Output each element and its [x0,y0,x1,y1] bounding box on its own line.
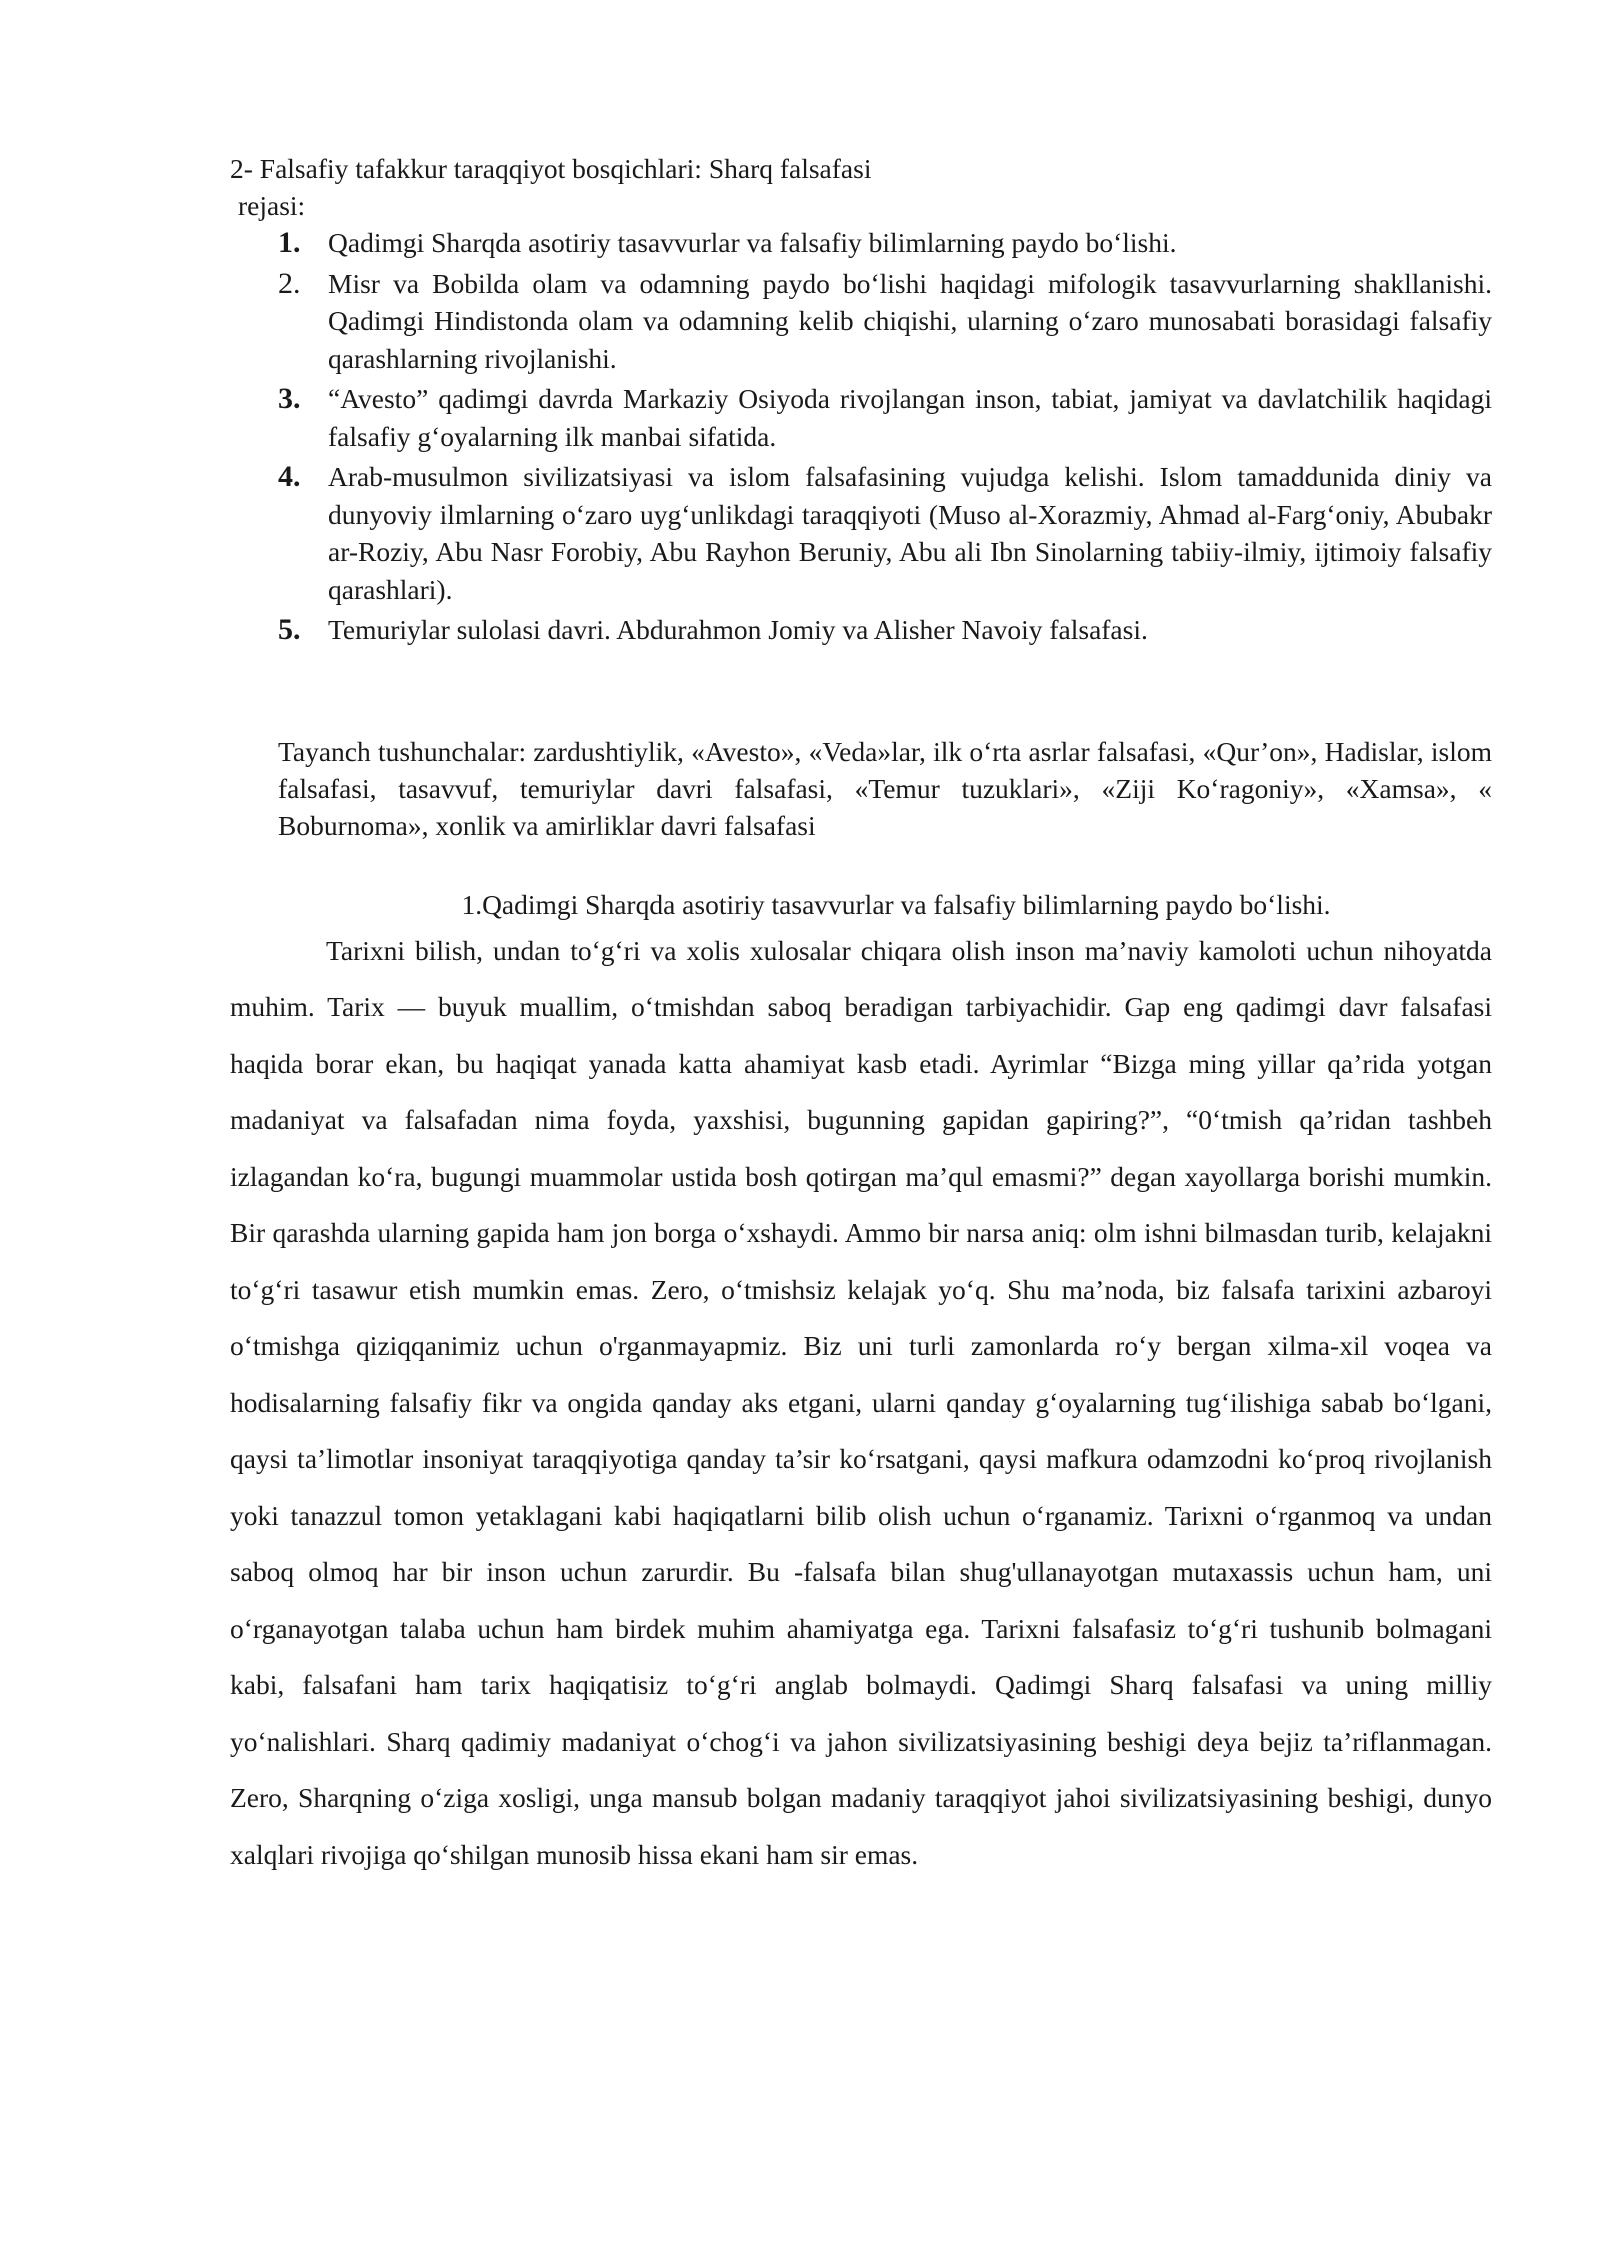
body-paragraph: Tarixni bilish, undan to‘g‘ri va xolis xulosalar chiqara olish inson ma’naviy kamoloti uchun nihoyatda muhim. Tarix — buyuk muallim, o‘tmishdan saboq beradigan tarbiyachidir. Gap eng qadimgi davr falsafasi haqida borar ekan, bu haqiqat yanada katta ahamiyat kasb etadi. Ayrimlar “Bizga ming yillar qa’rida yotgan madaniyat va falsafadan nima foyda, yaxshisi, bugunning gapidan gapiring?”, “0‘tmish qa’ridan tashbeh izlagandan ko‘ra, bugungi muammolar ustida bosh qotirgan ma’qul emasmi?” degan xayollarga borishi mumkin. Bir qarashda ularning gapida ham jon borga o‘xshaydi. Ammo bir narsa aniq: olm ishni bilmasdan turib, kelajakni to‘g‘ri tasawur etish mumkin emas. Zero, o‘tmishsiz kelajak yo‘q. Shu ma’noda, biz falsafa tarixini azbaroyi o‘tmishga qiziqqanimiz uchun o'rganmayapmiz. Biz uni turli zamonlarda ro‘y bergan xilma-xil voqea va hodisalarning falsafiy fikr va ongida qanday aks etgani, ularni qanday g‘oyalarning tug‘ilishiga sabab bo‘lgani, qaysi ta’limotlar insoniyat taraqqiyotiga qanday ta’sir ko‘rsatgani, qaysi mafkura odamzodni ko‘proq rivojlanish yoki tanazzul tomon yetaklagani kabi haqiqatlarni bilib olish uchun o‘rganamiz. Tarixni o‘rganmoq va undan saboq olmoq har bir inson uchun zarurdir. Bu -falsafa bilan shug'ullanayotgan mutaxassis uchun ham, uni o‘rganayotgan talaba uchun ham birdek muhim ahamiyatga ega. Tarixni falsafasiz to‘g‘ri tushunib bolmagani kabi, falsafani ham tarix haqiqatisiz to‘g‘ri anglab bolmaydi. Qadimgi Sharq falsafasi va uning milliy yo‘nalishlari. Sharq qadimiy madaniyat o‘chog‘i va jahon sivilizatsiyasining beshigi deya bejiz ta’riflanmagan. Zero, Sharqning o‘ziga xosligi, unga mansub bolgan madaniy taraqqiyot jahoi sivilizatsiyasining beshigi, dunyo xalqlari rivojiga qo‘shilgan munosib hissa ekani ham sir emas. [230,934,1492,1870]
section-heading: 1.Qadimgi Sharqda asotiriy tasavvurlar va falsafiy bilimlarning paydo bo‘lishi. [461,888,1331,920]
plan-item-number: 2. [278,266,301,300]
plan-list [230,224,1492,649]
plan-item-number: 3. [278,382,301,415]
plan-item-number: 1. [278,226,301,259]
plan-item [230,380,1492,455]
plan-item-number: 4. [278,460,301,493]
document-page [230,150,1492,1883]
key-concepts: Tayanch tushunchalar: zardushtiylik, «Avesto», «Veda»lar, ilk o‘rta asrlar falsafasi, «Qur’on», Hadislar, islom falsafasi, tasavvuf, temuriylar davri falsafasi, «Temur tuzuklari», «Ziji Ko‘ragoniy», «Xamsa», « Boburnoma», xonlik va amirliklar davri falsafasi [278,735,1492,841]
plan-item-text: “Avesto” qadimgi davrda Markaziy Osiyoda rivojlangan inson, tabiat, jamiyat va davlatchilik haqidagi falsafiy g‘oyalarning ilk manbai sifatida. [328,383,1492,452]
plan-item [230,458,1492,608]
plan-item-text: Arab-musulmon sivilizatsiyasi va islom falsafasining vujudga kelishi. Islom tamaddunida diniy va dunyoviy ilmlarning o‘zaro uyg‘unlikdagi taraqqiyoti (Muso al-Xorazmiy, Ahmad al-Farg‘oniy, Abubakr ar-Roziy, Abu Nasr Forobiy, Abu Rayhon Beruniy, Abu ali Ibn Sinolarning tabiiy-ilmiy, ijtimoiy falsafiy qarashlari). [328,461,1492,605]
plan-item [230,611,1492,649]
plan-item-text: Qadimgi Sharqda asotiriy tasavvurlar va falsafiy bilimlarning paydo bo‘lishi. [328,227,1177,258]
plan-item [230,265,1492,378]
plan-item [230,224,1492,262]
plan-item-text: Misr va Bobilda olam va odamning paydo bo‘lishi haqidagi mifologik tasavvurlarning shakllanishi. Qadimgi Hindistonda olam va odamning kelib chiqishi, ularning o‘zaro munosabati borasidagi falsafiy qarashlarning rivojlanishi. [328,267,1492,374]
plan-item-number: 5. [278,613,301,646]
document-title: 2- Falsafiy tafakkur taraqqiyot bosqichlari: Sharq falsafasi [230,153,872,184]
plan-label: rejasi: [238,190,306,221]
plan-item-text: Temuriylar sulolasi davri. Abdurahmon Jomiy va Alisher Navoiy falsafasi. [328,614,1148,645]
